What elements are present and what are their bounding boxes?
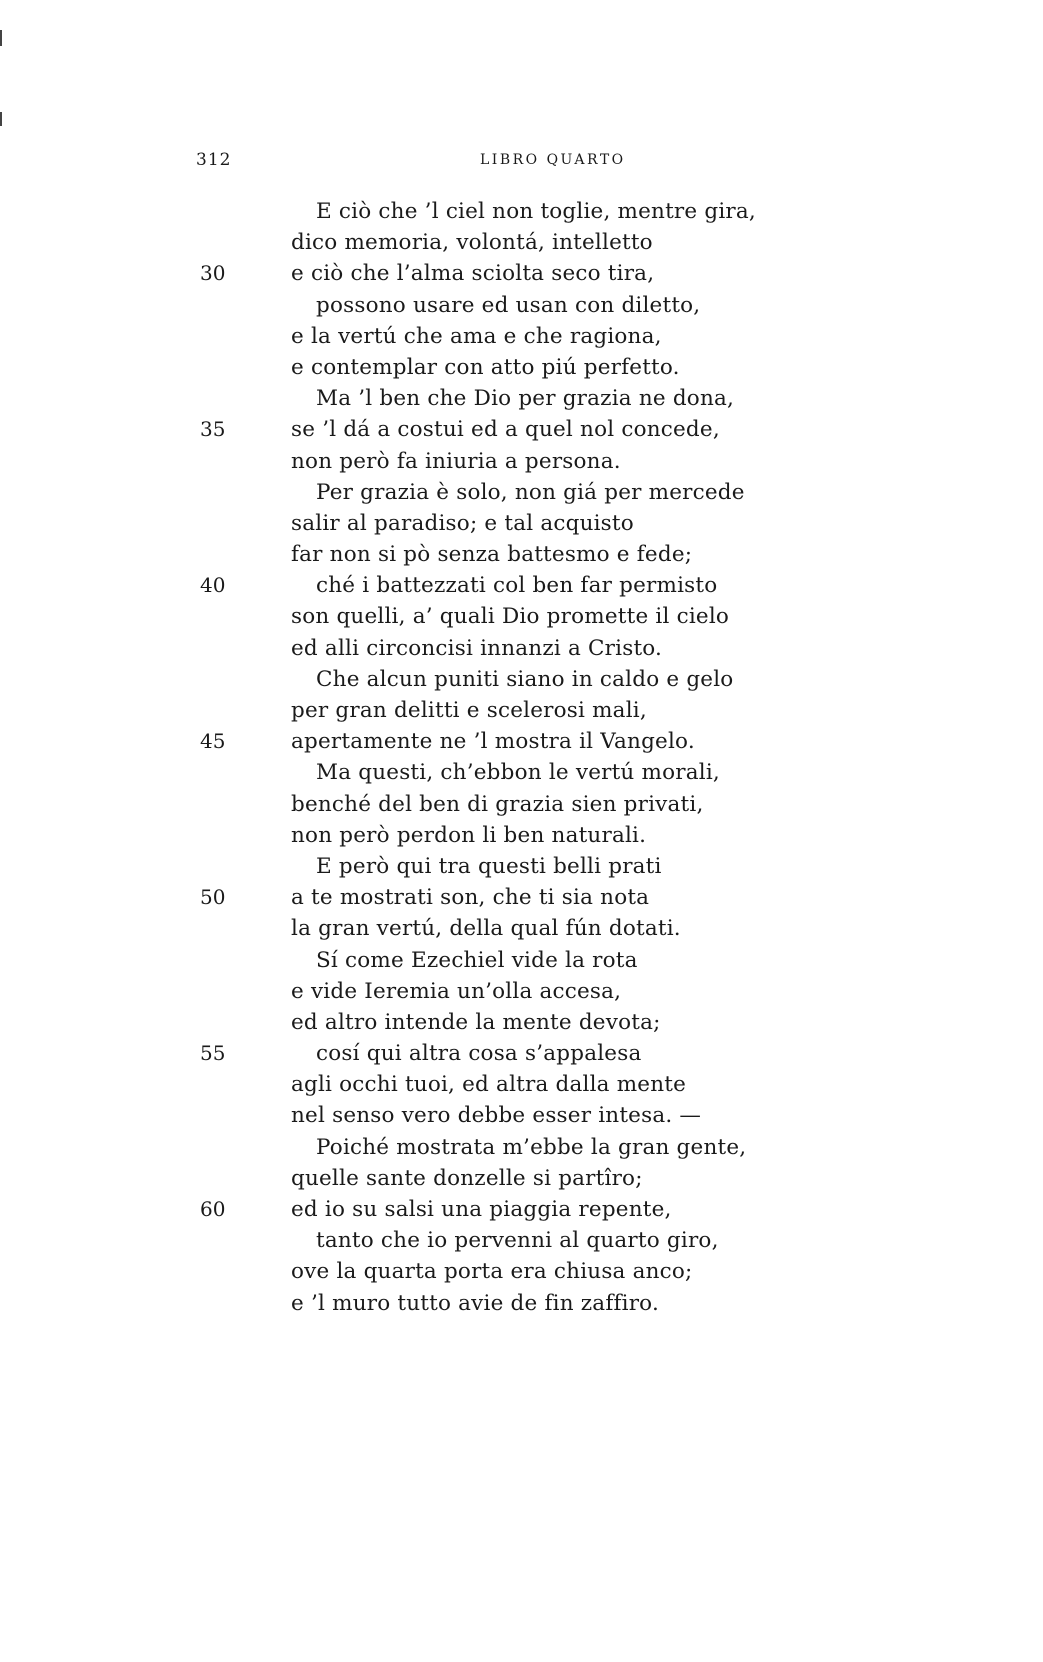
scan-edge-mark [0, 30, 2, 46]
verse-line [0, 1225, 1043, 1256]
line-number: 35 [200, 417, 226, 442]
verse-text: tanto che io pervenni al quarto giro, [316, 1228, 719, 1254]
verse-line [0, 1194, 1043, 1225]
line-number: 40 [200, 573, 226, 598]
verse-line [0, 1038, 1043, 1069]
scan-edge-mark [0, 112, 2, 126]
line-number: 60 [200, 1197, 226, 1221]
verse-line [0, 789, 1043, 820]
verse-text: se ’l dá a costui ed a quel nol concede, [291, 417, 720, 443]
verse-line [0, 1132, 1043, 1163]
verse-text: ove la quarta porta era chiusa anco; [291, 1259, 693, 1285]
verse-line [0, 1163, 1043, 1194]
verse-text: salir al paradiso; e tal acquisto [291, 510, 634, 536]
verse-text: cosí qui altra cosa s’appalesa [316, 1041, 642, 1067]
verse-line [0, 1256, 1043, 1287]
verse-text: per gran delitti e scelerosi mali, [291, 698, 647, 723]
line-number: 45 [200, 729, 226, 754]
verse-line [0, 352, 1043, 383]
verse-line [0, 321, 1043, 352]
verse-text: E però qui tra questi belli prati [316, 853, 662, 879]
verse-text: la gran vertú, della qual fún dotati. [291, 916, 681, 942]
verse-line [0, 508, 1043, 539]
verse-line [0, 726, 1043, 757]
verse-text: Sí come Ezechiel vide la rota [316, 947, 638, 973]
verse-line [0, 1100, 1043, 1131]
verse-line [0, 664, 1043, 695]
verse-line [0, 258, 1043, 289]
verse-text: ed altro intende la mente devota; [291, 1009, 661, 1035]
verse-text: Poiché mostrata m’ebbe la gran gente, [316, 1134, 747, 1160]
verse-text: non però perdon li ben naturali. [291, 822, 647, 848]
page-header [0, 150, 1043, 180]
verse-text: e ciò che l’alma sciolta seco tira, [291, 261, 655, 287]
verse-line [0, 227, 1043, 258]
verse-line [0, 570, 1043, 601]
verse-text: ché i battezzati col ben far permisto [316, 573, 718, 599]
verse-text: e vide Ieremia un’olla accesa, [291, 978, 622, 1004]
verse-line [0, 820, 1043, 851]
verse-text: a te mostrati son, che ti sia nota [291, 885, 650, 911]
verse-text: e ’l muro tutto avie de fin zaffiro. [291, 1290, 659, 1316]
verse-text: e la vertú che ama e che ragiona, [291, 323, 662, 349]
running-title: LIBRO QUARTO [480, 152, 626, 168]
verse-line [0, 477, 1043, 508]
verse-line [0, 945, 1043, 976]
verse-text: possono usare ed usan con diletto, [316, 292, 701, 318]
verse-line [0, 633, 1043, 664]
verse-text: Per grazia è solo, non giá per mercede [316, 479, 745, 505]
verse-text: quelle sante donzelle si partîro; [291, 1165, 643, 1191]
verse-line [0, 446, 1043, 477]
verse-line [0, 1069, 1043, 1100]
verse-text: Che alcun puniti siano in caldo e gelo [316, 666, 734, 692]
verse-text: E ciò che ’l ciel non toglie, mentre gira, [316, 199, 756, 224]
verse-text: e contemplar con atto piú perfetto. [291, 354, 680, 380]
verse-text: ed alli circoncisi innanzi a Cristo. [291, 635, 663, 661]
verse-text: far non si pò senza battesmo e fede; [291, 542, 693, 568]
verse-text: dico memoria, volontá, intelletto [291, 230, 653, 256]
verse-line [0, 539, 1043, 570]
verse-line [0, 1288, 1043, 1319]
verse-line [0, 414, 1043, 445]
verse-line [0, 757, 1043, 788]
verse-line [0, 976, 1043, 1007]
verse-line [0, 1007, 1043, 1038]
verse-line [0, 913, 1043, 944]
verse-line [0, 695, 1043, 726]
page-number: 312 [196, 150, 232, 170]
line-number: 55 [200, 1041, 226, 1066]
verse-text: son quelli, a’ quali Dio promette il cielo [291, 604, 730, 630]
verse-text: nel senso vero debbe esser intesa. — [291, 1103, 702, 1129]
verse-text: Ma ’l ben che Dio per grazia ne dona, [316, 386, 735, 412]
verse-text: non però fa iniuria a persona. [291, 448, 621, 474]
verse-line [0, 882, 1043, 913]
line-number: 30 [200, 261, 226, 286]
line-number: 50 [200, 885, 226, 910]
verse-text: benché del ben di grazia sien privati, [291, 791, 704, 817]
verse-text: Ma questi, ch’ebbon le vertú morali, [316, 760, 720, 786]
verse-line [0, 601, 1043, 632]
verse-line [0, 196, 1043, 227]
verse-line [0, 383, 1043, 414]
verse-text: ed io su salsi una piaggia repente, [291, 1197, 672, 1222]
verse-text: agli occhi tuoi, ed altra dalla mente [291, 1072, 687, 1098]
verse-text: apertamente ne ’l mostra il Vangelo. [291, 729, 695, 755]
verse-line [0, 290, 1043, 321]
verse-line [0, 851, 1043, 882]
poem-body [0, 196, 1043, 1319]
